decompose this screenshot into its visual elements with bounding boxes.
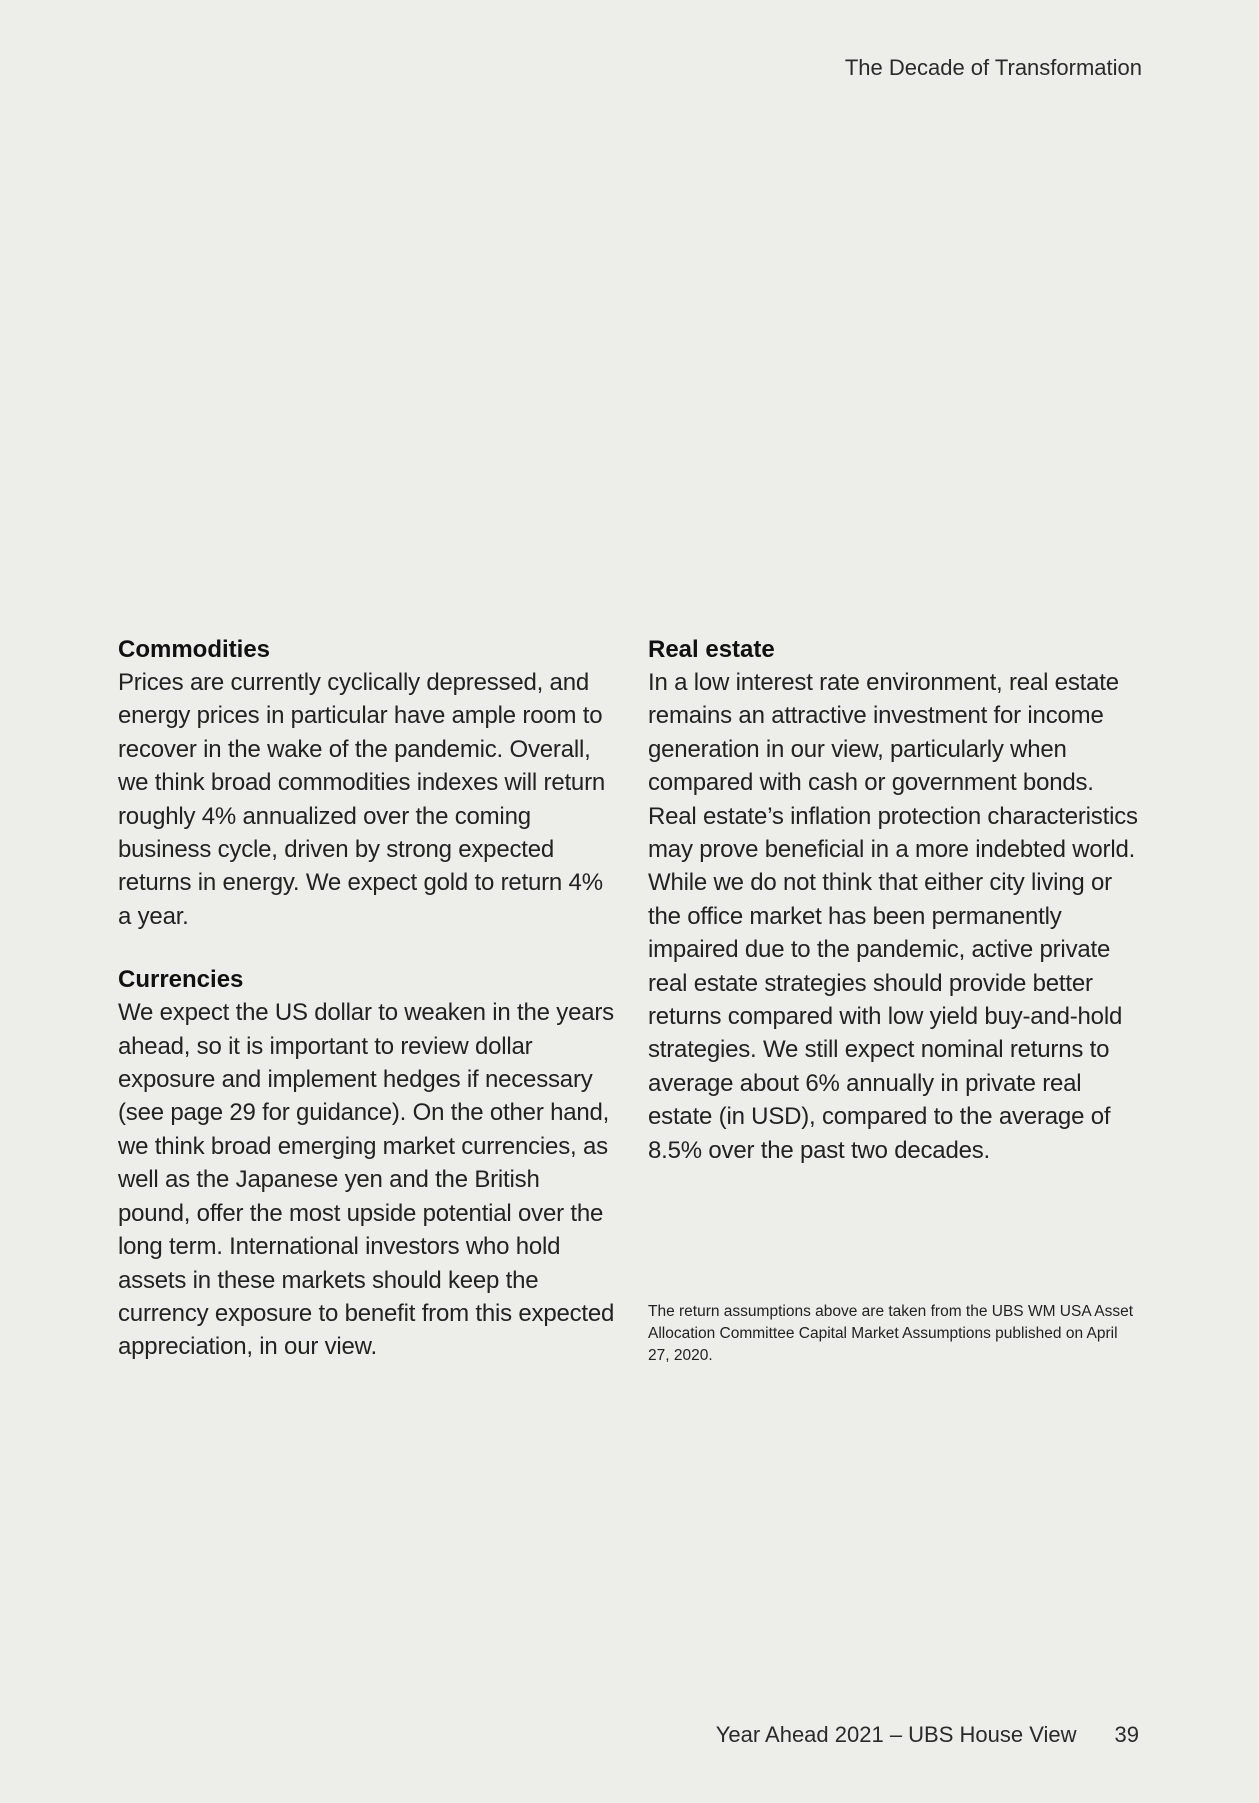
running-title: The Decade of Transformation bbox=[844, 55, 1142, 80]
real-estate-body: In a low interest rate environment, real estate remains an attractive investment for income generation in our view, particularly when compared with cash or government bonds. Real estate’s inflation protection characteristics may prove beneficial in a more indebted world. While we do not think that either city living or the office market has been permanently impaired due to the pandemic, active private real estate strategies should provide better returns compared with low yield buy-and-hold strategies. We still expect nominal returns to average about 6% annually in private real estate (in USD), compared to the average of 8.5% over the past two decades. bbox=[648, 669, 1138, 1164]
real-estate-heading: Real estate bbox=[648, 636, 775, 663]
commodities-body: Prices are currently cyclically depressed, and energy prices in particular have ample room to recover in the wake of the pandemic. Overall, we think broad commodities indexes will return roughly 4% annualized over the coming business cycle, driven by strong expected returns in energy. We expect gold to return 4% a year. bbox=[118, 669, 606, 930]
commodities-section bbox=[118, 633, 618, 933]
commodities-heading: Commodities bbox=[118, 636, 271, 663]
page-number: 39 bbox=[1114, 1722, 1139, 1747]
currencies-body: We expect the US dollar to weaken in the years ahead, so it is important to review dollar exposure and implement hedges if necessary (see page 29 for guidance). On the other hand, we think broad emerging market currencies, as well as the Japanese yen and the British pound, offer the most upside potential over the long term. International investors who hold assets in these markets should keep the currency exposure to benefit from this expected appreciation, in our view. bbox=[118, 999, 615, 1361]
currencies-section bbox=[118, 963, 618, 1363]
return-assumptions-footnote: The return assumptions above are taken from the UBS WM USA Asset Allocation Committee Capital Market Assumptions published on April 27, 2020. bbox=[648, 1303, 1134, 1365]
right-column bbox=[648, 633, 1148, 1367]
left-column bbox=[118, 633, 618, 1394]
real-estate-section bbox=[648, 633, 1148, 1167]
page-footer bbox=[716, 1721, 1139, 1749]
currencies-heading: Currencies bbox=[118, 966, 244, 994]
publication-title: Year Ahead 2021 – UBS House View bbox=[715, 1722, 1077, 1747]
